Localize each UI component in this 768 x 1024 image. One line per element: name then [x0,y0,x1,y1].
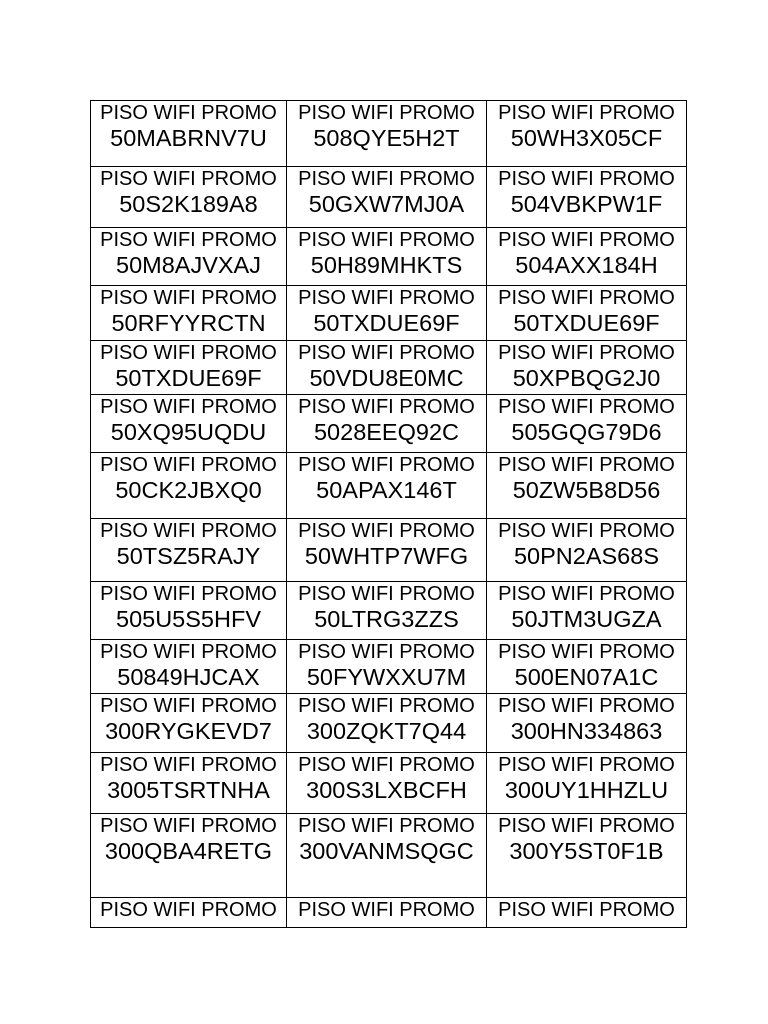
voucher-row [91,814,687,898]
promo-label: PISO WIFI PROMO [100,168,277,190]
voucher-cell [287,640,487,694]
voucher-row [91,395,687,453]
voucher-row [91,286,687,341]
voucher-cell [287,228,487,286]
promo-label: PISO WIFI PROMO [100,396,277,418]
voucher-code: 50APAX146T [316,477,457,503]
voucher-code: 508QYE5H2T [313,125,460,151]
voucher-code: 50S2K189A8 [119,191,258,217]
promo-label: PISO WIFI PROMO [298,754,475,776]
promo-label: PISO WIFI PROMO [498,641,675,663]
voucher-cell [91,395,287,453]
voucher-cell [487,753,687,814]
voucher-code: 50TXDUE69F [513,310,660,336]
promo-label: PISO WIFI PROMO [498,583,675,605]
voucher-cell [487,898,687,928]
promo-label: PISO WIFI PROMO [498,520,675,542]
voucher-code: 5028EEQ92C [313,419,460,445]
voucher-code: 50TXDUE69F [313,310,460,336]
voucher-cell [287,694,487,753]
voucher-row [91,519,687,582]
voucher-cell [487,228,687,286]
voucher-cell [287,453,487,519]
voucher-cell [91,898,287,928]
voucher-cell [487,814,687,898]
voucher-code: 50H89MHKTS [310,252,463,278]
promo-label: PISO WIFI PROMO [298,695,475,717]
voucher-code: 50LTRG3ZZS [314,606,459,632]
promo-label: PISO WIFI PROMO [298,520,475,542]
voucher-cell [91,519,287,582]
promo-label: PISO WIFI PROMO [298,583,475,605]
voucher-code: 504AXX184H [515,252,658,278]
voucher-code: 504VBKPW1F [510,191,663,217]
voucher-cell [487,582,687,640]
promo-label: PISO WIFI PROMO [298,229,475,251]
promo-label: PISO WIFI PROMO [498,396,675,418]
voucher-code: 500EN07A1C [514,664,659,690]
promo-label: PISO WIFI PROMO [298,454,475,476]
voucher-code: 50XPBQG2J0 [512,365,661,391]
voucher-cell [487,640,687,694]
voucher-row [91,453,687,519]
promo-label: PISO WIFI PROMO [100,899,277,921]
promo-label: PISO WIFI PROMO [100,815,277,837]
voucher-cell [287,286,487,341]
promo-label: PISO WIFI PROMO [298,342,475,364]
voucher-cell [287,101,487,167]
voucher-code: 300S3LXBCFH [306,777,467,803]
promo-label: PISO WIFI PROMO [498,168,675,190]
voucher-code: 505GQG79D6 [511,419,662,445]
voucher-cell [487,694,687,753]
voucher-code: 300RYGKEVD7 [105,718,272,744]
voucher-cell [91,582,287,640]
promo-label: PISO WIFI PROMO [498,899,675,921]
promo-label: PISO WIFI PROMO [298,641,475,663]
voucher-code: 50TXDUE69F [115,365,262,391]
voucher-code: 300VANMSQGC [299,838,474,864]
voucher-cell [91,753,287,814]
voucher-cell [487,167,687,228]
voucher-row [91,341,687,395]
promo-label: PISO WIFI PROMO [298,899,475,921]
voucher-cell [487,453,687,519]
voucher-cell [91,167,287,228]
voucher-code: 50VDU8E0MC [309,365,464,391]
voucher-code: 50CK2JBXQ0 [115,477,262,503]
voucher-code: 50XQ95UQDU [110,419,267,445]
voucher-code: 300HN334863 [510,718,663,744]
voucher-cell [91,101,287,167]
voucher-code: 50PN2AS68S [513,543,660,569]
promo-label: PISO WIFI PROMO [498,754,675,776]
promo-label: PISO WIFI PROMO [100,641,277,663]
voucher-cell [487,286,687,341]
promo-label: PISO WIFI PROMO [100,454,277,476]
voucher-code: 50TSZ5RAJY [116,543,261,569]
promo-label: PISO WIFI PROMO [100,102,277,124]
voucher-row [91,640,687,694]
voucher-table [90,100,687,928]
voucher-row [91,898,687,928]
voucher-code: 50FYWXXU7M [306,664,467,690]
promo-label: PISO WIFI PROMO [498,287,675,309]
voucher-row [91,753,687,814]
voucher-code: 50MABRNV7U [110,125,267,151]
voucher-cell [91,228,287,286]
voucher-cell [287,519,487,582]
voucher-cell [287,814,487,898]
promo-label: PISO WIFI PROMO [100,287,277,309]
promo-label: PISO WIFI PROMO [498,342,675,364]
voucher-row [91,167,687,228]
voucher-cell [287,898,487,928]
voucher-cell [91,814,287,898]
promo-label: PISO WIFI PROMO [498,229,675,251]
promo-label: PISO WIFI PROMO [100,229,277,251]
voucher-cell [487,395,687,453]
promo-label: PISO WIFI PROMO [498,454,675,476]
voucher-cell [487,101,687,167]
voucher-code: 50ZW5B8D56 [512,477,661,503]
voucher-code: 50GXW7MJ0A [308,191,465,217]
voucher-code: 50WH3X05CF [510,125,663,151]
voucher-row [91,694,687,753]
voucher-cell [91,286,287,341]
promo-label: PISO WIFI PROMO [100,695,277,717]
promo-label: PISO WIFI PROMO [498,102,675,124]
voucher-table-body [91,101,687,928]
voucher-code: 50JTM3UGZA [511,606,662,632]
voucher-cell [287,582,487,640]
promo-label: PISO WIFI PROMO [100,583,277,605]
voucher-cell [91,453,287,519]
voucher-row [91,582,687,640]
voucher-row [91,101,687,167]
promo-label: PISO WIFI PROMO [298,287,475,309]
voucher-code: 300UY1HHZLU [504,777,669,803]
voucher-code: 50849HJCAX [117,664,260,690]
promo-label: PISO WIFI PROMO [298,815,475,837]
voucher-code: 50WHTP7WFG [304,543,469,569]
voucher-code: 3005TSRTNHA [107,777,270,803]
promo-label: PISO WIFI PROMO [100,520,277,542]
voucher-code: 300ZQKT7Q44 [306,718,467,744]
voucher-cell [91,341,287,395]
voucher-code: 50RFYYRCTN [111,310,266,336]
voucher-cell [287,753,487,814]
voucher-cell [91,694,287,753]
promo-label: PISO WIFI PROMO [298,102,475,124]
voucher-cell [487,341,687,395]
voucher-code: 50M8AJVXAJ [116,252,261,278]
voucher-cell [487,519,687,582]
voucher-cell [287,341,487,395]
promo-label: PISO WIFI PROMO [298,168,475,190]
voucher-cell [287,167,487,228]
voucher-cell [287,395,487,453]
voucher-code: 300Y5ST0F1B [509,838,664,864]
promo-label: PISO WIFI PROMO [298,396,475,418]
promo-label: PISO WIFI PROMO [498,815,675,837]
promo-label: PISO WIFI PROMO [100,342,277,364]
promo-label: PISO WIFI PROMO [498,695,675,717]
voucher-row [91,228,687,286]
voucher-code: 300QBA4RETG [104,838,273,864]
voucher-code: 505U5S5HFV [116,606,261,632]
promo-label: PISO WIFI PROMO [100,754,277,776]
voucher-cell [91,640,287,694]
